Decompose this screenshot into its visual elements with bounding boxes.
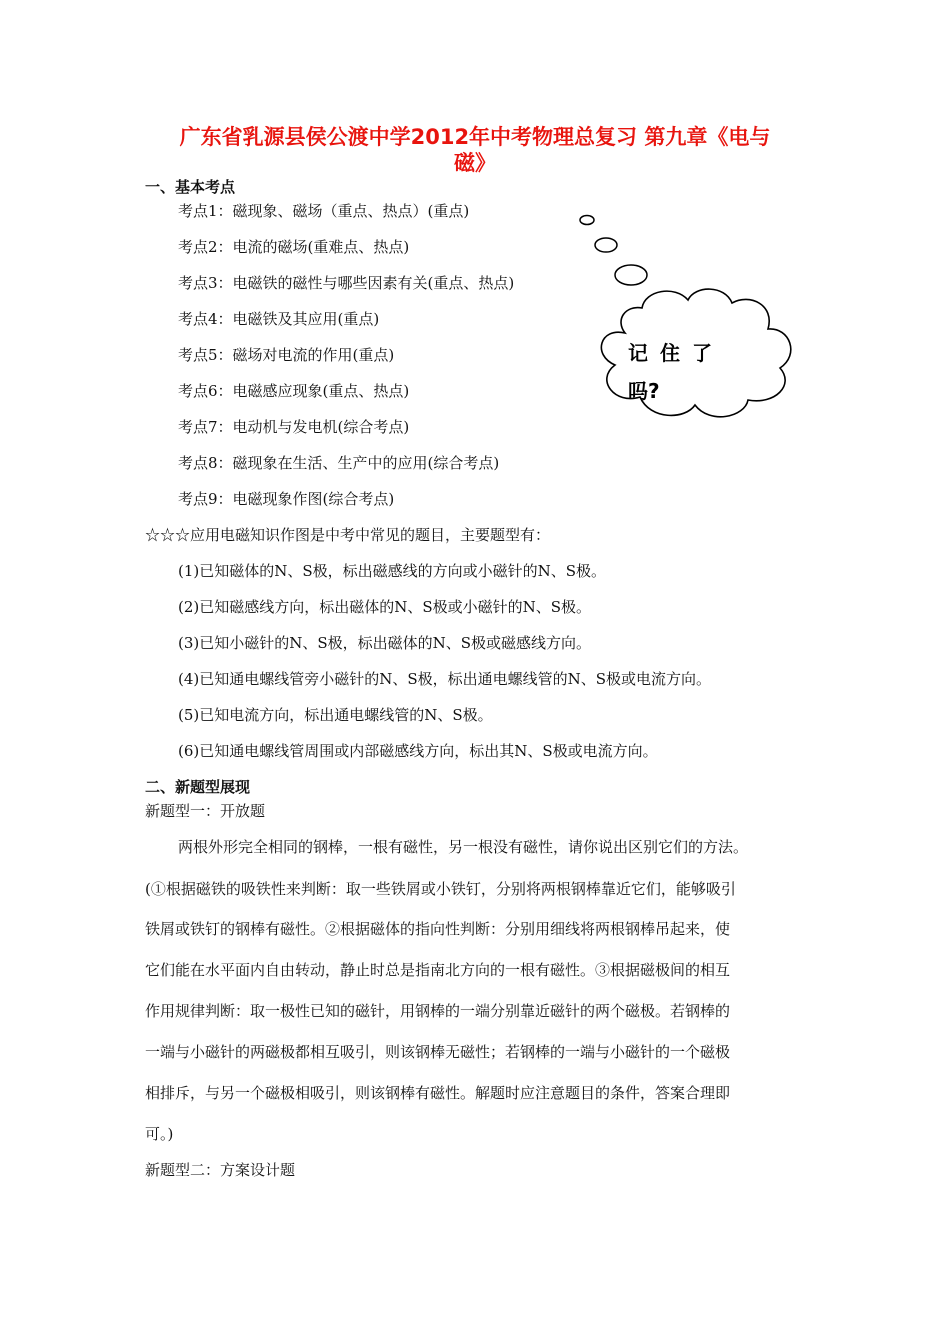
- drawing-item-2: (2)已知磁感线方向，标出磁体的N、S极或小磁针的N、S极。: [178, 598, 592, 616]
- answer-line-1: (①根据磁铁的吸铁性来判断：取一些铁屑或小铁钉，分别将两根钢棒靠近它们，能够吸引: [145, 880, 736, 898]
- new-type-2-label: 新题型二：方案设计题: [145, 1161, 296, 1179]
- answer-line-3: 它们能在水平面内自由转动，静止时总是指南北方向的一根有磁性。③根据磁极间的相互: [145, 961, 731, 979]
- key-point-8: 考点8：磁现象在生活、生产中的应用(综合考点): [178, 454, 500, 472]
- key-point-5: 考点5：磁场对电流的作用(重点): [178, 346, 395, 364]
- title-line-1: 广东省乳源县侯公渡中学2012年中考物理总复习 第九章《电与: [179, 125, 771, 149]
- drawing-item-5: (5)已知电流方向，标出通电螺线管的N、S极。: [178, 706, 493, 724]
- star-intro-line: ☆☆☆应用电磁知识作图是中考中常见的题目，主要题型有：: [145, 526, 551, 544]
- answer-line-7: 可。): [145, 1125, 174, 1143]
- key-point-6: 考点6：电磁感应现象(重点、热点): [178, 382, 410, 400]
- drawing-item-4: (4)已知通电螺线管旁小磁针的N、S极，标出通电螺线管的N、S极或电流方向。: [178, 670, 712, 688]
- section-heading-new-types: 二、新题型展现: [145, 778, 251, 796]
- key-point-7: 考点7：电动机与发电机(综合考点): [178, 418, 410, 436]
- section-heading-basic: 一、基本考点: [145, 178, 236, 196]
- thought-cloud-icon: [570, 205, 800, 430]
- title-line-2: 磁》: [454, 151, 496, 175]
- question-text: 两根外形完全相同的钢棒，一根有磁性，另一根没有磁性，请你说出区别它们的方法。: [178, 838, 749, 856]
- key-point-3: 考点3：电磁铁的磁性与哪些因素有关(重点、热点): [178, 274, 515, 292]
- answer-line-6: 相排斥，与另一个磁极相吸引，则该钢棒有磁性。解题时应注意题目的条件，答案合理即: [145, 1084, 731, 1102]
- page-title: [145, 124, 805, 176]
- drawing-item-6: (6)已知通电螺线管周围或内部磁感线方向，标出其N、S极或电流方向。: [178, 742, 658, 760]
- cloud-text-line-1: 记住了: [628, 341, 724, 365]
- answer-line-2: 铁屑或铁钉的钢棒有磁性。②根据磁体的指向性判断：分别用细线将两根钢棒吊起来，使: [145, 920, 731, 938]
- drawing-item-1: (1)已知磁体的N、S极，标出磁感线的方向或小磁针的N、S极。: [178, 562, 607, 580]
- drawing-item-3: (3)已知小磁针的N、S极，标出磁体的N、S极或磁感线方向。: [178, 634, 592, 652]
- answer-line-5: 一端与小磁针的两磁极都相互吸引，则该钢棒无磁性；若钢棒的一端与小磁针的一个磁极: [145, 1043, 731, 1061]
- cloud-text-line-2: 吗?: [628, 379, 660, 403]
- key-point-4: 考点4：电磁铁及其应用(重点): [178, 310, 380, 328]
- key-point-9: 考点9：电磁现象作图(综合考点): [178, 490, 395, 508]
- new-type-1-label: 新题型一：开放题: [145, 802, 266, 820]
- answer-line-4: 作用规律判断：取一极性已知的磁针，用钢棒的一端分别靠近磁针的两个磁极。若钢棒的: [145, 1002, 731, 1020]
- key-point-2: 考点2：电流的磁场(重难点、热点): [178, 238, 410, 256]
- key-point-1: 考点1：磁现象、磁场（重点、热点）(重点): [178, 202, 470, 220]
